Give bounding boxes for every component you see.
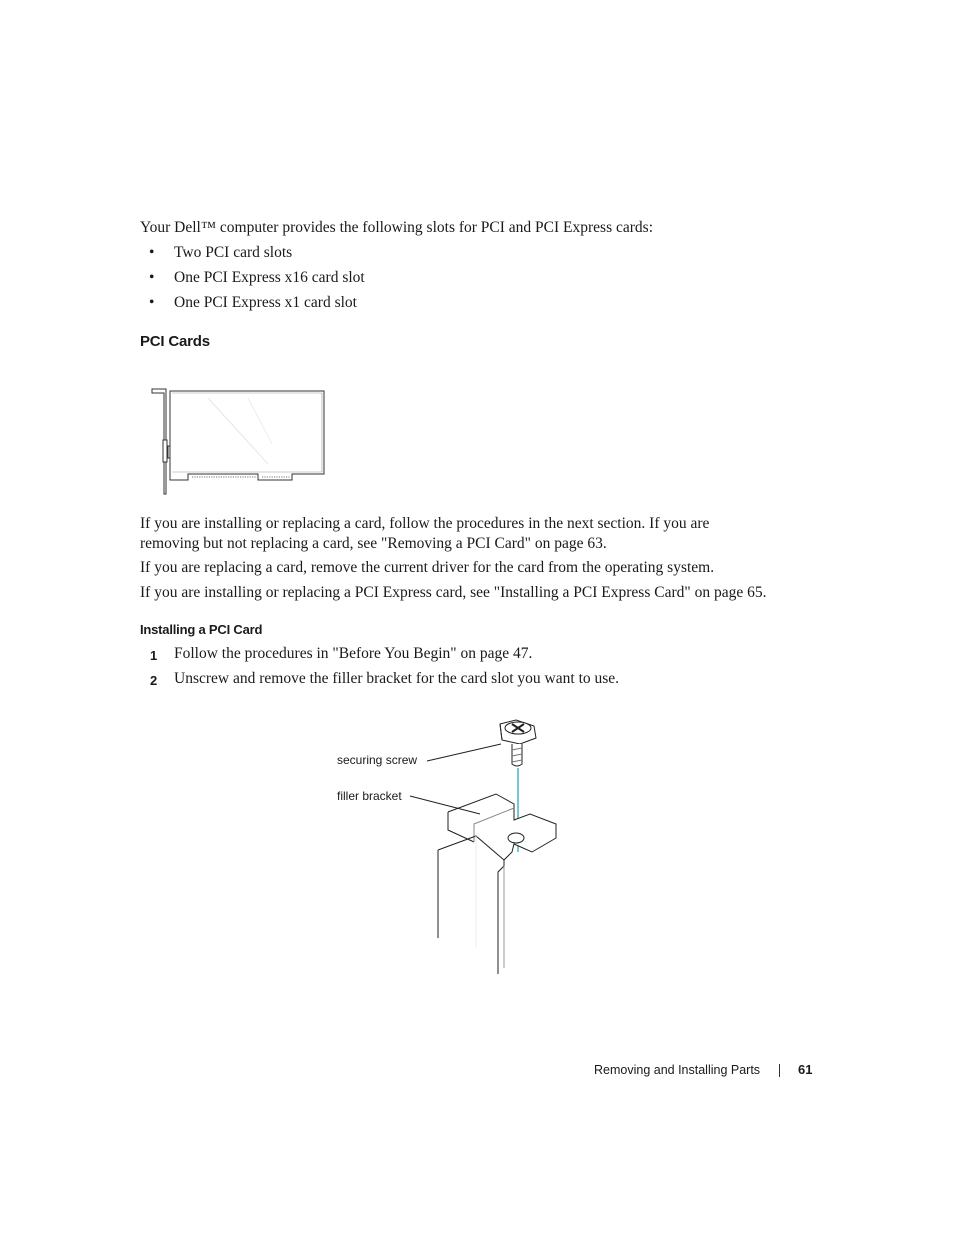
list-item: One PCI Express x1 card slot bbox=[174, 294, 357, 311]
list-item: One PCI Express x16 card slot bbox=[174, 269, 365, 286]
callout-filler-bracket: filler bracket bbox=[337, 789, 402, 803]
step-number: 1 bbox=[150, 648, 158, 663]
subsection-heading: Installing a PCI Card bbox=[140, 622, 263, 637]
footer-divider bbox=[779, 1064, 780, 1077]
paragraph-install-replace-line2: removing but not replacing a card, see "Removing a PCI Card" on page 63. bbox=[140, 535, 607, 552]
paragraph-install-replace-line1: If you are installing or replacing a card, follow the procedures in the next section. If you are bbox=[140, 515, 710, 532]
step-text: Unscrew and remove the filler bracket for the card slot you want to use. bbox=[174, 670, 620, 687]
bullet-marker: • bbox=[149, 294, 155, 311]
footer-section-title: Removing and Installing Parts bbox=[594, 1063, 761, 1077]
securing-screw-icon bbox=[500, 720, 536, 766]
paragraph-pci-express: If you are installing or replacing a PCI Express card, see "Installing a PCI Express Card" on page 65. bbox=[140, 584, 767, 601]
bullet-marker: • bbox=[149, 244, 155, 261]
step-text: Follow the procedures in "Before You Begin" on page 47. bbox=[174, 645, 533, 662]
list-item: Two PCI card slots bbox=[174, 244, 293, 261]
page-number: 61 bbox=[798, 1062, 813, 1077]
step-number: 2 bbox=[150, 673, 158, 688]
pci-card-illustration bbox=[148, 384, 330, 498]
bullet-marker: • bbox=[149, 269, 155, 286]
callout-line-bracket bbox=[408, 792, 484, 818]
section-heading: PCI Cards bbox=[140, 333, 210, 350]
intro-text: Your Dell™ computer provides the following slots for PCI and PCI Express cards: bbox=[140, 219, 654, 236]
callout-securing-screw: securing screw bbox=[337, 753, 418, 767]
callout-line-screw bbox=[425, 740, 505, 764]
paragraph-driver: If you are replacing a card, remove the current driver for the card from the operating system. bbox=[140, 559, 715, 576]
